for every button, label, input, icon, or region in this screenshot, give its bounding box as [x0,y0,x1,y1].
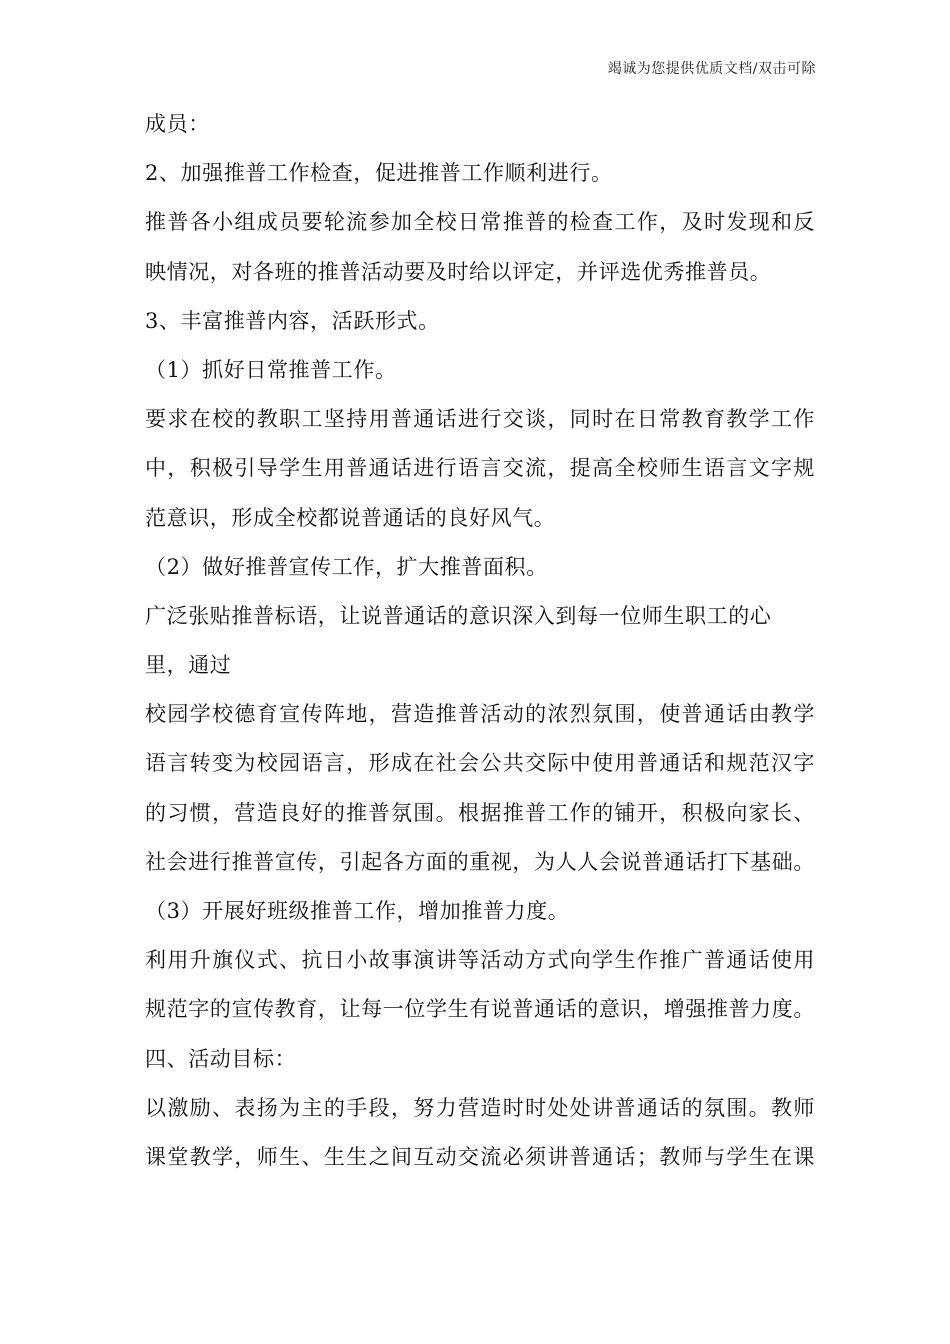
text-line: 语言转变为校园语言，形成在社会公共交际中使用普通话和规范汉字 [145,751,815,776]
text-line: 校园学校德育宣传阵地，营造推普活动的浓烈氛围，使普通话由教学 [145,702,815,727]
text-line: 社会进行推普宣传，引起各方面的重视，为人人会说普通话打下基础。 [145,849,815,874]
text-line: 课堂教学，师生、生生之间互动交流必须讲普通话；教师与学生在课 [145,1144,815,1169]
header-note: 竭诚为您提供优质文档/双击可除 [607,61,816,77]
document-body [145,100,815,1182]
text-line: 四、活动目标： [145,1046,297,1071]
text-line: 以激励、表扬为主的手段，努力营造时时处处讲普通话的氛围。教师 [145,1095,815,1120]
text-line: （1）抓好日常推普工作。 [145,357,397,382]
text-line: 中，积极引导学生用普通话进行语言交流，提高全校师生语言文字规 [145,456,815,481]
text-line: （2）做好推普宣传工作，扩大推普面积。 [145,554,548,579]
text-line: 要求在校的教职工坚持用普通话进行交谈，同时在日常教育教学工作 [145,407,815,432]
text-line: 2、加强推普工作检查，促进推普工作顺利进行。 [145,161,613,186]
text-line: 里，通过 [145,653,232,678]
text-line: 利用升旗仪式、抗日小故事演讲等活动方式向学生作推广普通话使用 [145,948,815,973]
text-line: 成员： [145,112,210,136]
text-line: 范意识，形成全校都说普通话的良好风气。 [145,505,556,530]
text-line: 广泛张贴推普标语，让说普通话的意识深入到每一位师生职工的心 [145,603,772,628]
text-line: （3）开展好班级推普工作，增加推普力度。 [145,899,570,923]
text-line: 推普各小组成员要轮流参加全校日常推普的检查工作，及时发现和反 [145,210,815,235]
text-line: 映情况，对各班的推普活动要及时给以评定，并评选优秀推普员。 [145,259,772,284]
text-line: 的习惯，营造良好的推普氛围。根据推普工作的铺开，积极向家长、 [145,800,815,825]
text-line: 规范字的宣传教育，让每一位学生有说普通话的意识，增强推普力度。 [145,997,815,1022]
text-line: 3、丰富推普内容，活跃形式。 [145,308,440,333]
